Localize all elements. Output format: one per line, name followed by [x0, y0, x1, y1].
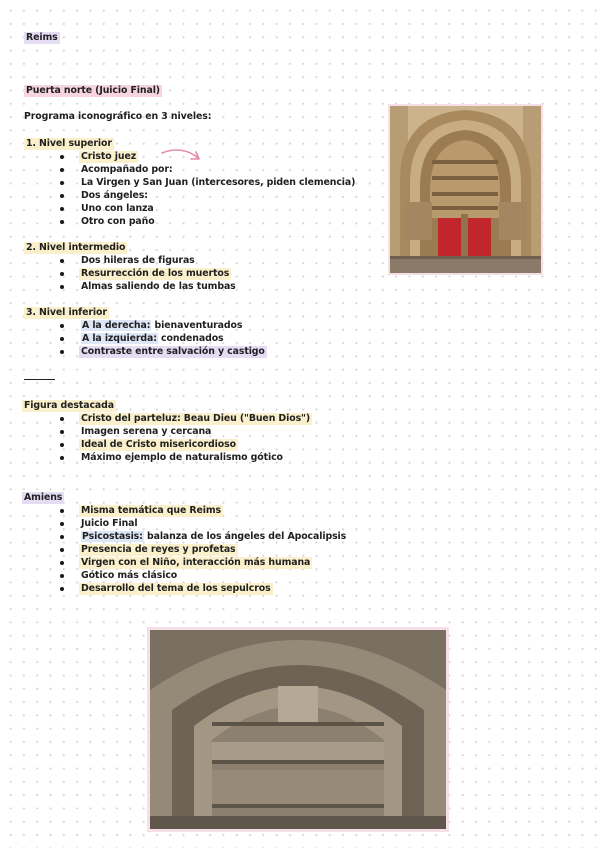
amiens-item: Gótico más clásico — [81, 570, 178, 581]
level1-item: Otro con paño — [81, 216, 155, 227]
amiens-title: Amiens — [24, 492, 63, 503]
level1-item: Acompañado por: — [81, 164, 173, 175]
bullet — [60, 259, 64, 263]
level3-contrast: Contraste entre salvación y castigo — [81, 346, 265, 357]
level3-left — [81, 333, 224, 345]
left-label: A la izquierda: — [82, 333, 157, 344]
bullet — [60, 207, 64, 211]
bullet — [60, 337, 64, 341]
bullet — [60, 181, 64, 185]
level1-item: Cristo juez — [81, 151, 137, 162]
bullet — [60, 456, 64, 460]
level3-heading: 3. Nivel inferior — [26, 307, 107, 318]
bullet — [60, 417, 64, 421]
bullet — [60, 285, 64, 289]
right-label: A la derecha: — [82, 320, 151, 331]
amiens-item: Desarrollo del tema de los sepulcros — [81, 583, 271, 594]
featured-item: Imagen serena y cercana — [81, 426, 212, 437]
divider — [24, 379, 55, 380]
level1-heading: 1. Nivel superior — [26, 138, 112, 149]
level2-item: Dos hileras de figuras — [81, 255, 195, 266]
bullet — [60, 522, 64, 526]
bullet — [60, 168, 64, 172]
level2-heading: 2. Nivel intermedio — [26, 242, 126, 253]
bullet — [60, 272, 64, 276]
bullet — [60, 535, 64, 539]
featured-item: Máximo ejemplo de naturalismo gótico — [81, 452, 283, 463]
reims-title: Reims — [26, 32, 58, 43]
bullet — [60, 443, 64, 447]
bullet — [60, 587, 64, 591]
featured-item: Ideal de Cristo misericordioso — [81, 439, 236, 450]
psico-label: Psicostasis: — [82, 531, 143, 542]
bullet — [60, 324, 64, 328]
bullet — [60, 548, 64, 552]
level3-right — [81, 320, 242, 332]
bullet — [60, 430, 64, 434]
featured-heading: Figura destacada — [24, 400, 114, 411]
featured-item: Cristo del parteluz: Beau Dieu ("Buen Dios") — [81, 413, 311, 424]
bullet — [60, 220, 64, 224]
amiens-item: Juicio Final — [81, 518, 138, 529]
bullet — [60, 509, 64, 513]
bullet — [60, 350, 64, 354]
bullet — [60, 561, 64, 565]
program-intro: Programa iconográfico en 3 niveles: — [24, 111, 212, 122]
amiens-item — [81, 531, 346, 543]
level2-item: Resurrección de los muertos — [81, 268, 230, 279]
amiens-item: Presencia de reyes y profetas — [81, 544, 236, 555]
right-text: bienaventurados — [151, 320, 243, 331]
bullet — [60, 574, 64, 578]
portal-heading: Puerta norte (Juicio Final) — [26, 85, 160, 96]
amiens-item: Virgen con el Niño, interacción más humana — [81, 557, 311, 568]
level1-item: La Virgen y San Juan (intercesores, piden clemencia) — [81, 177, 356, 188]
left-text: condenados — [157, 333, 224, 344]
psico-text: balanza de los ángeles del Apocalipsis — [143, 531, 347, 542]
level1-item: Uno con lanza — [81, 203, 154, 214]
reims-portal-photo — [390, 106, 541, 273]
amiens-tympanum-photo — [150, 630, 446, 829]
level1-item: Dos ángeles: — [81, 190, 148, 201]
level2-item: Almas saliendo de las tumbas — [81, 281, 236, 292]
bullet — [60, 194, 64, 198]
bullet — [60, 155, 64, 159]
amiens-item: Misma temática que Reims — [81, 505, 222, 516]
